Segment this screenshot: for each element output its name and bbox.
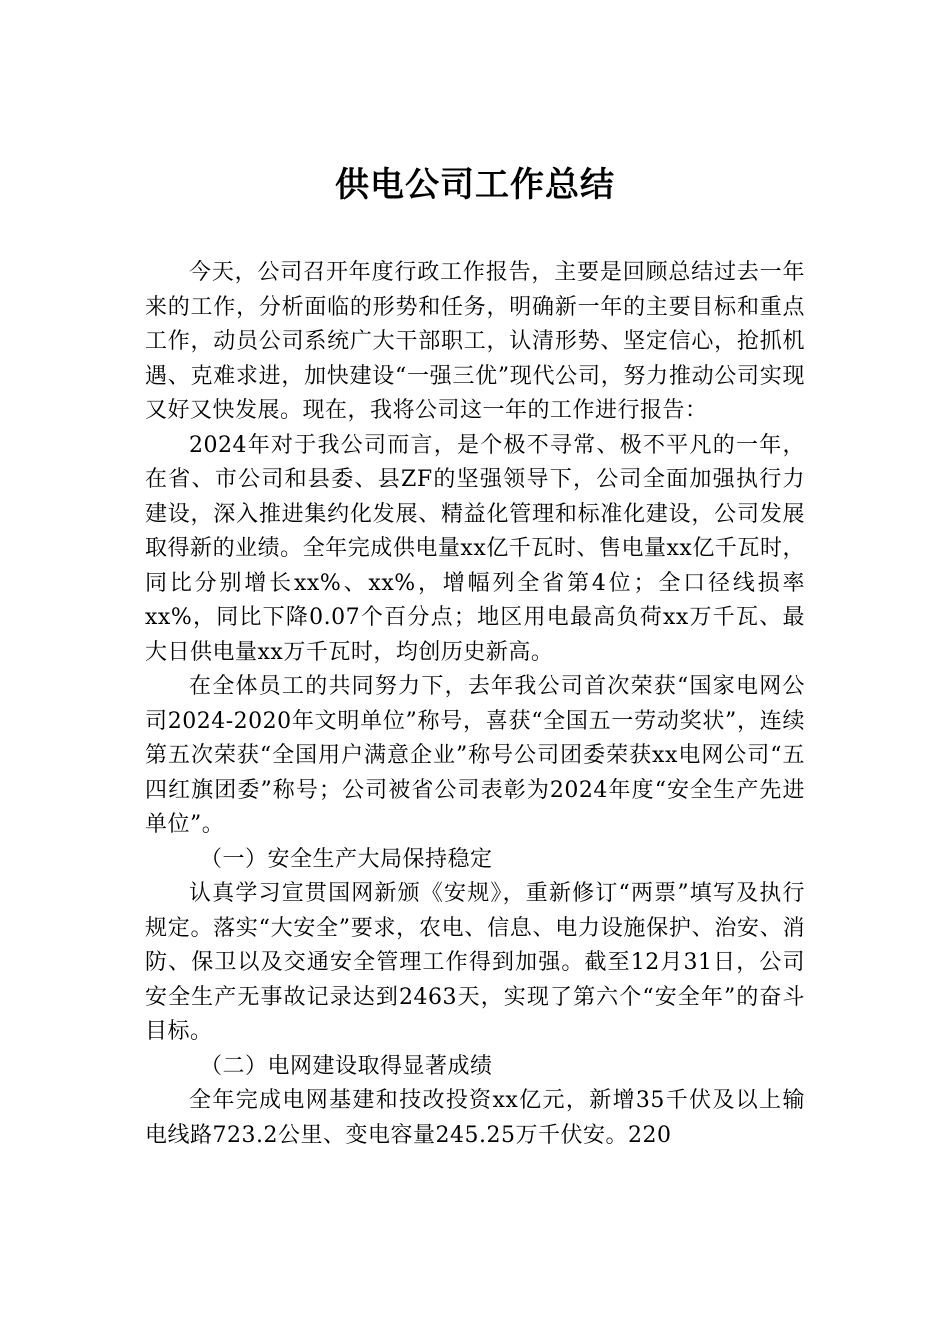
document-body <box>145 256 805 1153</box>
paragraph-intro: 今天，公司召开年度行政工作报告，主要是回顾总结过去一年来的工作，分析面临的形势和任务，明确新一年的主要目标和重点工作，动员公司系统广大干部职工，认清形势、坚定信心，抢抓机遇、克难求进，加快建设“一强三优”现代公司，努力推动公司实现又好又快发展。现在，我将公司这一年的工作进行报告： <box>145 260 805 423</box>
section-heading-safety: （一）安全生产大局保持稳定 <box>200 846 493 872</box>
page-title: 供电公司工作总结 <box>335 165 615 205</box>
paragraph-grid-construction: 全年完成电网基建和技改投资xx亿元，新增35千伏及以上输电线路723.2公里、变电容量245.25万千伏安。220 <box>145 1088 805 1148</box>
section-heading-grid-construction: （二）电网建设取得显著成绩 <box>200 1053 493 1079</box>
paragraph-safety: 认真学习宣贯国网新颁《安规》，重新修订“两票”填写及执行规定。落实“大安全”要求，农电、信息、电力设施保护、治安、消防、保卫以及交通安全管理工作得到加强。截至12月31日，公司安全生产无事故记录达到2463天，实现了第六个“安全年”的奋斗目标。 <box>145 881 805 1044</box>
paragraph-annual-overview: 2024年对于我公司而言，是个极不寻常、极不平凡的一年，在省、市公司和县委、县ZF的坚强领导下，公司全面加强执行力建设，深入推进集约化发展、精益化管理和标准化建设，公司发展取得新的业绩。全年完成供电量xx亿千瓦时、售电量xx亿千瓦时，同比分别增长xx%、xx%，增幅列全省第4位；全口径线损率xx%，同比下降0.07个百分点；地区用电最高负荷xx万千瓦、最大日供电量xx万千瓦时，均创历史新高。 <box>145 432 805 665</box>
paragraph-honors: 在全体员工的共同努力下，去年我公司首次荣获“国家电网公司2024-2020年文明单位”称号，喜获“全国五一劳动奖状”，连续第五次荣获“全国用户满意企业”称号公司团委荣获xx电网公司“五四红旗团委”称号；公司被省公司表彰为2024年度“安全生产先进单位”。 <box>145 674 805 837</box>
